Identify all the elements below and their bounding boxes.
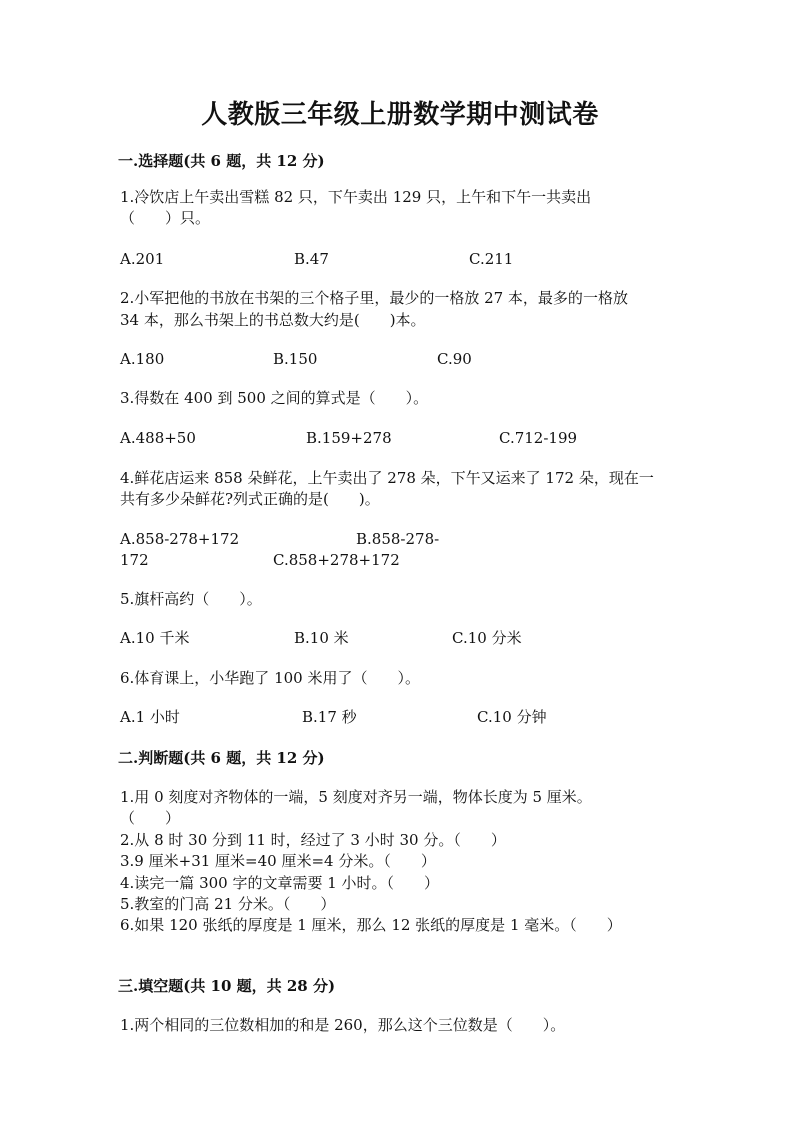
judge-line-3: 2.从 8 时 30 分到 11 时，经过了 3 小时 30 分。（ ）	[120, 831, 506, 849]
section-heading-choice: 一.选择题(共 6 题，共 12 分)	[118, 152, 325, 170]
judge-line-6: 5.教室的门高 21 分米。（ ）	[120, 895, 336, 913]
question-6-option-c: C.10 分钟	[477, 708, 547, 726]
question-6-option-a: A.1 小时	[120, 708, 180, 726]
question-4-line-1: 4.鲜花店运来 858 朵鲜花，上午卖出了 278 朵，下午又运来了 172 朵，现在一	[120, 469, 654, 487]
judge-line-1: 1.用 0 刻度对齐物体的一端，5 刻度对齐另一端，物体长度为 5 厘米。	[120, 788, 592, 806]
question-3-option-a: A.488+50	[120, 429, 196, 447]
fill-question-1: 1.两个相同的三位数相加的和是 260，那么这个三位数是（ ）。	[120, 1016, 566, 1034]
question-4-option-b-part-2: 172	[120, 551, 149, 569]
judge-line-4: 3.9 厘米+31 厘米=40 厘米=4 分米。（ ）	[120, 852, 436, 870]
question-6-line-1: 6.体育课上，小华跑了 100 米用了（ ）。	[120, 669, 420, 687]
question-5-option-b: B.10 米	[294, 629, 349, 647]
page-title: 人教版三年级上册数学期中测试卷	[201, 100, 599, 130]
question-4-option-b-part-1: B.858-278-	[356, 530, 440, 548]
question-1-option-b: B.47	[294, 250, 329, 268]
section-heading-fill: 三.填空题(共 10 题，共 28 分)	[118, 977, 336, 995]
question-1-line-1: 1.冷饮店上午卖出雪糕 82 只，下午卖出 129 只，上午和下午一共卖出	[120, 188, 592, 206]
question-4-line-2: 共有多少朵鲜花?列式正确的是( )。	[120, 490, 380, 508]
question-6-option-b: B.17 秒	[302, 708, 357, 726]
question-1-option-c: C.211	[469, 250, 514, 268]
section-heading-judge: 二.判断题(共 6 题，共 12 分)	[118, 749, 325, 767]
question-1-option-a: A.201	[120, 250, 165, 268]
question-5-option-c: C.10 分米	[452, 629, 522, 647]
question-2-option-c: C.90	[437, 350, 472, 368]
question-3-option-c: C.712-199	[499, 429, 578, 447]
question-4-option-c: C.858+278+172	[273, 551, 400, 569]
question-2-line-1: 2.小军把他的书放在书架的三个格子里，最少的一格放 27 本，最多的一格放	[120, 289, 628, 307]
judge-line-7: 6.如果 120 张纸的厚度是 1 厘米，那么 12 张纸的厚度是 1 毫米。（ ）	[120, 916, 622, 934]
question-2-option-b: B.150	[273, 350, 318, 368]
question-1-line-2: （ ）只。	[120, 209, 211, 227]
question-5-option-a: A.10 千米	[120, 629, 190, 647]
question-3-option-b: B.159+278	[306, 429, 392, 447]
question-2-line-2: 34 本，那么书架上的书总数大约是( )本。	[120, 311, 426, 329]
question-2-option-a: A.180	[120, 350, 165, 368]
judge-line-2: （ ）	[120, 809, 181, 827]
question-4-option-a: A.858-278+172	[120, 530, 240, 548]
judge-line-5: 4.读完一篇 300 字的文章需要 1 小时。（ ）	[120, 874, 440, 892]
question-5-line-1: 5.旗杆高约（ ）。	[120, 590, 262, 608]
question-3-line-1: 3.得数在 400 到 500 之间的算式是（ ）。	[120, 389, 429, 407]
